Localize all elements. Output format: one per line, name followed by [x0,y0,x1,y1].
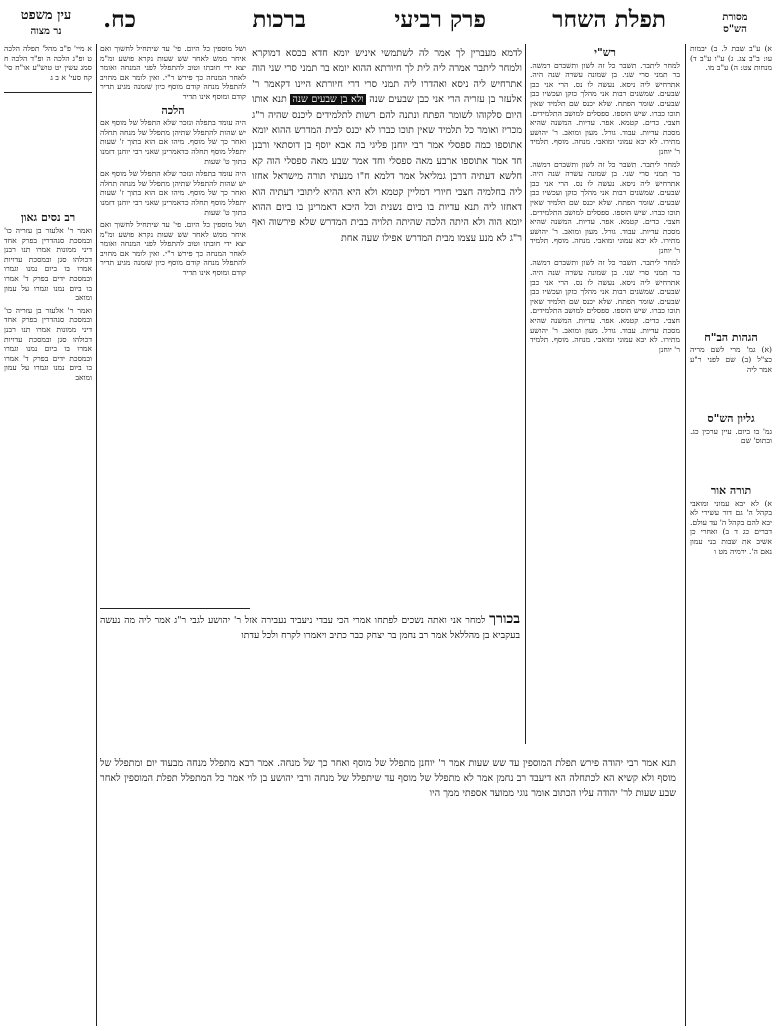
right-margin-rule [685,44,686,1026]
gemara-main [252,46,522,606]
hilkheta-text: היה עומד בתפלה ונזכר שלא התפלל של מוסף אם יש שהות להתפלל שתיהן מתפלל של מנחה תחלה ואחר כך של מוסף. מיהו אם הוא בתוך ז' שעות יתפלל מוסף תחלה כדאמרינן שאני רבי יוחנן דזמנו בתוך ט' שעות [100,118,246,166]
gemara-text-2: תנא אותו היום סלקוהו לשומר הפתח ונתנה להם רשות לתלמידים ליכנס שהיה ר"ג מכריז ואומר כל תלמיד שאין תוכו כברו לא יכנס לבית המדרש ההוא יומא אתוספו כמה ספסלי אמר רבי יוחנן פליגי בה אבא יוסף בן דוסתאי ורבנן חד אמר אתוספו ארבע מאה ספסלי וחד אמר שבע מאה ספסלי הוה קא חלשא דעתיה דרבן גמליאל אמר דלמא ח"ו מנעתי תורה מישראל אחזו ליה בחלמיה חצבי חיורי דמליין קטמא ולא היא ההיא ליתובי דעתיה הוא דאחזו ליה תנא עדיות בו ביום נשנית וכל היכא דאמרינן בו ביום ההוא יומא הוה ולא היתה הלכה שהיתה תלויה בבית המדרש שלא פירשוה ואף ר"ג לא מנע עצמו מבית המדרש אפילו שעה אחת [252,94,522,244]
rashi-text-repeat: למחר ליתבר. תשבר כל זה לשון ותשברם דמשה. בר תמני סרי שני. בן שמונה עשרה שנה היה. אתרחיש ליה ניסא. נעשה לו נס. הרי אני כבן שבעים. שמשנים רבות אני מהלך כזקן ועכשיו כבן שבעים. שומר הפתח. שלא יכנס שם תלמיד שאין תוכו כברו. שיש הוספו. ספסלים למושב התלמידים. חצבי. כדים. קטמא. אפר. עדיות. המשנה שהיא מסכת עדיות. עבוד. גורל. מעון ומואב. ר' יהושע מתירו. לא יבא עמוני ומואבי. מנחה. מוסף. תלמיד ר' יוחנן [530,159,680,255]
left-margin-divider [4,92,92,93]
right-margin-column [690,44,772,1026]
ein-mishpat-heading-2: נר מצוה [30,26,62,37]
rashi-column [530,44,680,744]
folio-number: כח. [103,6,136,33]
tosafot-column [100,44,246,604]
gemara-lower-text: למחר אני ואתה נשכים לפתחו אמרי הכי עבדי ניעביד נעבירה אזל ר' יהושע לגבי ר"ג אמר ליה מה נעשה בעקביא בן מהללאל אמר רב נחמן בר יצחק כבר כתיב ויאמרו לקרח ולכל עדתו [100,615,520,641]
page-header [0,4,776,44]
highlighted-phrase: ולא בן שבעים שנה [292,94,364,106]
rav-nissim-text-repeat: ואמר ר' אלעזר בן עזריה כו' ובמסכת סנהדרין בפרק אחד דיני ממונות אמרו תנו רבנן דכולהו סגן ובמסכת עדויות אמרו בו ביום נמנו וגמרו ובמסכת ידים בפרק ד' אמרו בו ביום נמנו וגמרו על עמון ומואב [4,305,92,382]
gilyon-title: גליון הש"ס [707,412,755,426]
dibur-hamatchil: בכורך [489,612,520,627]
gemara-bottom-text: תנא אמר רבי יהודה פירש תפלת המוספין עד שש שעות אמר ר' יוחנן מתפלל של מוסף ואחר כך של מנחה. אמר רבא מתפלל מנחה מבעוד יום ומתפלל של מוסף ולא קשיא הא לכתחלה הא דיעבד רב נחמן אמר לא מתפלל של מוסף עד שיתפלל של מנחה ורבי יהושע בן לוי אמר כל המתפלל תפלת המוספין לאחר שבע שעות לר' יהודה עליו הכתוב אומר נוגי ממועד אספתי ממך היו [100,758,676,800]
torah-ohr-title: תורה אור [710,483,752,497]
torah-ohr-text: א) לא יבא עמוני ומואבי בקהל ה' גם דור עשירי לא יבא להם בקהל ה' עד עולם. דברים כג ד ב) ואחרי כן אשיב את שבות בני עמון נאם ה'. ירמיה מט ו [690,498,772,556]
gemara-bottom [100,756,676,1026]
rashi-text: למחר ליתבר. תשבר כל זה לשון ותשברם דמשה. בר תמני סרי שני. בן שמונה עשרה שנה היה. אתרחיש ליה ניסא. נעשה לו נס. הרי אני כבן שבעים. שמשנים רבות אני מהלך כזקן ועכשיו כבן שבעים. שומר הפתח. שלא יכנס שם תלמיד שאין תוכו כברו. שיש הוספו. ספסלים למושב התלמידים. חצבי. כדים. קטמא. אפר. עדיות. המשנה שהיא מסכת עדיות. עבוד. גורל. מעון ומואב. ר' יהושע מתירו. לא יבא עמוני ומואבי. מנחה. מוסף. תלמיד ר' יוחנן [530,60,680,156]
ein-mishpat-text: א מיי' פ"ב מהל' תפלה הלכה ט ופ"ג הלכה ה ופ"ד הלכה ח סמג עשין יט טוש"ע או"ח סי' קח סעי' א ב ג [4,44,92,82]
tosafot-text: ושל מוספין כל היום. פי' עד שיתחיל לחשוך ואם איחר ממש לאחר שש שעות נקרא פושע ומ"מ יצא ידי חובתו וטוב להתפלל לפני המנחה ואומר לאחר המנחה כך פירש ר"י. ואין לומר אם מחויב להתפלל מנחה קודם מוסף כיון שזמנה מגיע תדיר קודם ומוסף אינו תדיר [100,44,246,101]
gemara-text-1: לדמא מעברין לך אמר לה לשתמשי איניש יומא חדא בכסא דמוקרא ולמחר ליתבר אמרה ליה לית לך חיורתא ההוא יומא בר תמני סרי שני הוה אתרחיש ליה ניסא ואהדרו ליה תמני סרי דרי חיורתא היינו דקאמר ר' אלעזר בן עזריה הרי אני כבן שבעים שנה [252,48,522,106]
haggahot-title: הגהות הב"ח [704,330,758,344]
tractate-name: ברכות [252,6,306,33]
ein-mishpat-heading-1: עין משפט [20,8,72,23]
rav-nissim-text: ואמר ר' אלעזר בן עזריה כו' ובמסכת סנהדרין בפרק אחד דיני ממונות אמרו תנו רבנן דכולהו סגן ובמסכת עדויות אמרו בו ביום נמנו וגמרו ובמסכת ידים בפרק ד' אמרו בו ביום נמנו וגמרו על עמון ומואב [4,225,92,303]
masoret-heading-2: הש"ס [723,24,747,35]
gemara-lower [100,612,520,752]
masoret-hashas: א) ע"ב שבת ל. ב) יבמות עו: ב"ב צג. ג) ע"ו ע"ב ד) מנחות צט: ה) ע"ב מו. [690,44,772,73]
rav-nissim-title: רב נסים גאון [20,211,76,225]
left-margin-column [4,44,92,1026]
rashi-title: רש"י [594,46,616,59]
lower-divider [100,608,250,609]
rashi-rule [525,44,526,744]
masoret-heading-1: מסורת [722,12,748,23]
hilkheta-title: הלכה [161,103,185,117]
tosafot-text-repeat: ושל מוספין כל היום. פי' עד שיתחיל לחשוך ואם איחר ממש לאחר שש שעות נקרא פושע ומ"מ יצא ידי חובתו וטוב להתפלל לפני המנחה ואומר לאחר המנחה כך פירש ר"י. ואין לומר אם מחויב להתפלל מנחה קודם מוסף כיון שזמנה מגיע תדיר קודם ומוסף אינו תדיר [100,220,246,278]
gilyon-text: גמ' בו ביום. עיין ערכין כג. ובתוס' שם [690,426,772,446]
chapter-title: תפלת השחר [552,6,666,33]
chapter-name: פרק רביעי [394,6,486,33]
rashi-text-repeat-2: למחר ליתבר. תשבר כל זה לשון ותשברם דמשה. בר תמני סרי שני. בן שמונה עשרה שנה היה. אתרחיש ליה ניסא. נעשה לו נס. הרי אני כבן שבעים. שמשנים רבות אני מהלך כזקן ועכשיו כבן שבעים. שומר הפתח. שלא יכנס שם תלמיד שאין תוכו כברו. שיש הוספו. ספסלים למושב התלמידים. חצבי. כדים. קטמא. אפר. עדיות. המשנה שהיא מסכת עדיות. עבוד. גורל. מעון ומואב. ר' יהושע מתירו. לא יבא עמוני ומואבי. מנחה. מוסף. תלמיד ר' יוחנן [530,258,680,354]
haggahot-text: (א) גמ' מרי לשם מריה כצ"ל (ב) שם לפני ר"ע אמר ליה [690,345,772,374]
tosafot-rule [96,44,97,1026]
hilkheta-text-repeat: היה עומד בתפלה ונזכר שלא התפלל של מוסף אם יש שהות להתפלל שתיהן מתפלל של מנחה תחלה ואחר כך של מוסף. מיהו אם הוא בתוך ז' שעות יתפלל מוסף תחלה כדאמרינן שאני רבי יוחנן דזמנו בתוך ט' שעות [100,169,246,217]
